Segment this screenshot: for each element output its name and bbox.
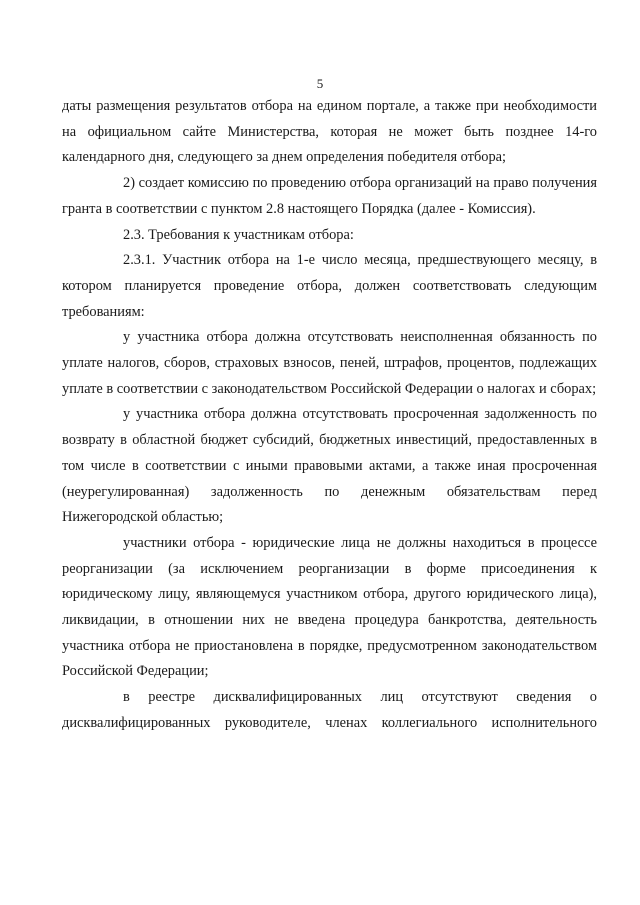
paragraph-requirement-reorganization: участники отбора - юридические лица не должны находиться в процессе реорганизации (за исключением реорганизации в форме присоединения к юридическому лицу, являющемуся участником отбора, другого юридического лица), ликвидации, в отношении них не введена процедура банкротства, деятельность участника отбора не приостановлена в порядке, предусмотренном законодательством Российской Федерации;	[62, 534, 597, 680]
paragraph-results-publication: даты размещения результатов отбора на едином портале, а также при необходимости на официальном сайте Министерства, которая не может быть позднее 14-го календарного дня, следующего за днем определения победителя отбора;	[62, 98, 597, 166]
paragraph-commission: 2) создает комиссию по проведению отбора организаций на право получения гранта в соответствии с пунктом 2.8 настоящего Порядка (далее - Комиссия).	[62, 175, 597, 217]
paragraph-section-2-3-heading: 2.3. Требования к участникам отбора:	[123, 226, 354, 243]
document-body	[62, 94, 597, 737]
paragraph-requirement-taxes: у участника отбора должна отсутствовать неисполненная обязанность по уплате налогов, сборов, страховых взносов, пеней, штрафов, процентов, подлежащих уплате в соответствии с законодательством Российской Федерации о налогах и сборах;	[62, 329, 597, 397]
paragraph-section-2-3-1: 2.3.1. Участник отбора на 1-е число месяца, предшествующего месяцу, в котором планируется проведение отбора, должен соответствовать следующим требованиям:	[62, 252, 597, 320]
paragraph-requirement-disqualified: в реестре дисквалифицированных лиц отсутствуют сведения о дисквалифицированных руководителе, членах коллегиального исполнительного	[62, 689, 597, 731]
paragraph-requirement-overdue-debt: у участника отбора должна отсутствовать просроченная задолженность по возврату в областной бюджет субсидий, бюджетных инвестиций, предоставленных в том числе в соответствии с иными правовыми актами, а также иная просроченная (неурегулированная) задолженность по денежным обязательствам перед Нижегородской областью;	[62, 406, 597, 526]
page-number: 5	[316, 76, 324, 91]
